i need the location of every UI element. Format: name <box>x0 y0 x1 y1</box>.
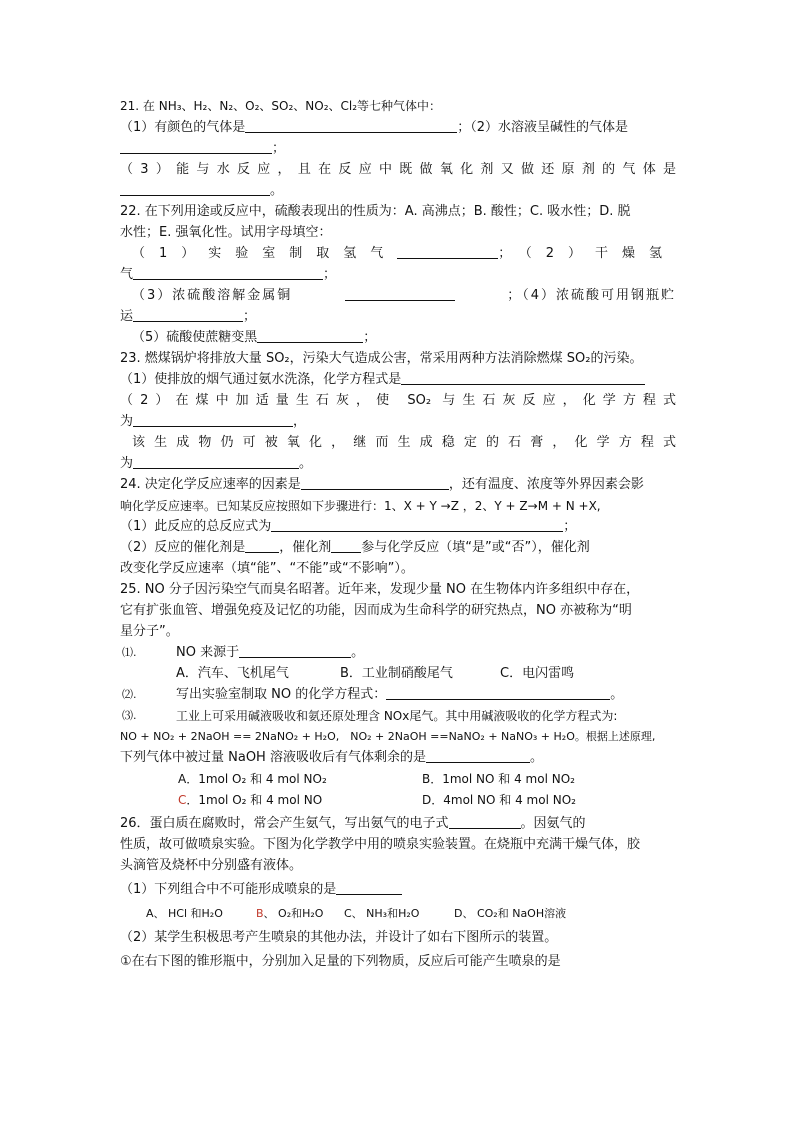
q24-stem2-text: 响化学反应速率。已知某反应按照如下步骤进行：1、X + Y →Z ，2、Y + Z→M + N +X, <box>120 499 601 513</box>
q21-semicolon: ； <box>272 141 286 156</box>
q26-option-b-letter: B <box>256 907 264 920</box>
q25-num-3 <box>122 707 152 725</box>
q23-stem-text: 23. 燃煤锅炉将排放大量 SO₂，污染大气造成公害，常采用两种方法消除燃煤 SO₂的污染。 <box>120 351 643 366</box>
q22-blank-3[interactable] <box>345 287 455 301</box>
q24-blank-1[interactable] <box>301 476 449 490</box>
q25-option-b[interactable]: B．工业制硝酸尾气 <box>340 666 453 681</box>
q25-num-1 <box>122 644 152 662</box>
q26-blank-1[interactable] <box>449 815 521 829</box>
q24-semicolon: ； <box>563 519 577 534</box>
q22-part3-label: （3）浓硫酸溶解金属铜 <box>132 288 293 303</box>
q23-blank-3[interactable] <box>133 455 299 469</box>
q23-line6 <box>120 455 676 473</box>
q22-stem-2 <box>120 224 676 242</box>
q25-equation-text: NO + NO₂ + 2NaOH == 2NaNO₂ + H₂O, NO₂ + 2NaOH ==NaNO₂ + NaNO₃ + H₂O。根据上述原理, <box>120 730 656 743</box>
q24-part1-label: （1）此反应的总反应式为 <box>120 519 272 534</box>
q25-line9 <box>120 749 676 767</box>
q25-end-3: 。 <box>529 750 543 765</box>
q26-option-b[interactable] <box>256 905 323 923</box>
q24-stem-1 <box>120 476 676 494</box>
q25-blank-1[interactable] <box>239 644 351 658</box>
q22-stem-1 <box>120 203 676 221</box>
q23-line2 <box>120 371 676 389</box>
q22-line4 <box>120 266 676 284</box>
q23-blank-1[interactable] <box>401 371 645 385</box>
q25-equation <box>120 728 676 746</box>
q25-end-2: 。 <box>610 687 624 702</box>
q22-part2-label: ；（2）干燥氢 <box>498 246 676 261</box>
q21-stem-text: 21. 在 NH₃、H₂、N₂、O₂、SO₂、NO₂、Cl₂等七种气体中： <box>120 99 442 113</box>
q25-blank-3[interactable] <box>426 749 530 763</box>
q22-blank-2[interactable] <box>133 266 323 280</box>
q26-option-c[interactable]: C、 NH₃和H₂O <box>344 907 420 920</box>
q25-end-1: 。 <box>351 645 365 660</box>
q25-stem3-text: 星分子”。 <box>120 624 179 639</box>
q21-part2-label: ；（2）水溶液呈碱性的气体是 <box>457 120 629 135</box>
q23-line4 <box>120 413 676 431</box>
q25-option-2c-letter: C <box>178 793 187 807</box>
q25-option-2c[interactable] <box>178 791 322 809</box>
q21-blank-3[interactable] <box>120 182 270 196</box>
q21-line3 <box>120 140 676 158</box>
q25-part1-label: NO 来源于 <box>176 645 240 660</box>
q25-n3-text: ⑶. <box>122 709 137 722</box>
q24-line4 <box>120 539 676 557</box>
q25-stem1-text: 25. NO 分子因污染空气而臭名昭著。近年来，发现少量 NO 在生物体内许多组织中存在， <box>120 582 640 597</box>
q23-line3 <box>120 392 676 410</box>
q24-stem-2 <box>120 497 676 515</box>
q26-blank-2[interactable] <box>336 881 402 895</box>
q25-option-2a[interactable]: A．1mol O₂ 和 4 mol NO₂ <box>178 772 327 786</box>
q26-stem-2 <box>120 836 676 854</box>
q21-blank-2[interactable] <box>120 140 272 154</box>
q26-part1-label: （1）下列组合中不可能形成喷泉的是 <box>120 882 337 897</box>
q21-part1-label: （1）有颜色的气体是 <box>120 120 246 135</box>
q26-part2-label: （2）某学生积极思考产生喷泉的其他办法，并设计了如右下图所示的装置。 <box>120 930 558 945</box>
q25-line4 <box>176 644 676 662</box>
q25-option-2d[interactable]: D．4mol NO 和 4 mol NO₂ <box>422 793 576 807</box>
q21-stem <box>120 97 676 115</box>
q24-blank-2[interactable] <box>271 518 563 532</box>
q21-end: 。 <box>270 183 284 198</box>
q25-stem-2 <box>120 602 676 620</box>
q25-n2-text: ⑵. <box>122 688 137 701</box>
q22-line6 <box>120 308 676 326</box>
q23-part3-label: 该生成物仍可被氧化，继而生成稳定的石膏，化学方程式 <box>132 435 676 450</box>
q23-blank-2[interactable] <box>133 413 293 427</box>
q25-num-2 <box>122 686 152 704</box>
q22-semicolon-2: ； <box>323 267 337 282</box>
q26-stem-3 <box>120 857 676 875</box>
q22-part5-label: （5）硫酸使蔗糖变黑 <box>132 330 258 345</box>
q24-stem1b-text: ，还有温度、浓度等外界因素会影 <box>448 477 644 492</box>
q24-part2a-label: （2）反应的催化剂是 <box>120 540 246 555</box>
q25-option-a[interactable]: A．汽车、飞机尾气 <box>176 666 289 681</box>
q22-stem2-text: 水性；E. 强氧化性。试用字母填空： <box>120 225 332 240</box>
q25-stem2-text: 它有扩张血管、增强免疫及记忆的功能，因而成为生命科学的研究热点，NO 亦被称为“明 <box>120 603 632 618</box>
q25-part3b-label: 下列气体中被过量 NaOH 溶液吸收后有气体剩余的是 <box>120 750 426 765</box>
q25-part3-label: 工业上可采用碱液吸收和氨还原处理含 NOx尾气。其中用碱液吸收的化学方程式为: <box>176 709 618 723</box>
q24-stem1a-text: 24. 决定化学反应速率的因素是 <box>120 477 301 492</box>
q25-part2-label: 写出实验室制取 NO 的化学方程式： <box>176 687 387 702</box>
q26-line4 <box>120 881 676 899</box>
q23-comma: ， <box>293 414 307 429</box>
q22-semicolon-5: ； <box>363 330 377 345</box>
q24-blank-4[interactable] <box>331 539 361 553</box>
q22-part4-cont: 运 <box>120 309 134 324</box>
q22-blank-5[interactable] <box>257 329 363 343</box>
q21-line4 <box>120 161 676 179</box>
q25-line6 <box>176 686 676 704</box>
q26-stem-1 <box>120 815 676 833</box>
q25-option-2c-text: ．1mol O₂ 和 4 mol NO <box>186 793 323 807</box>
q22-line5 <box>132 287 676 305</box>
q23-wei-2: 为 <box>120 456 134 471</box>
q22-part2-cont: 气 <box>120 267 134 282</box>
q24-line3 <box>120 518 676 536</box>
q23-part2-label: （2）在煤中加适量生石灰，使 SO₂ 与生石灰反应，化学方程式 <box>120 393 676 408</box>
q26-line6 <box>120 929 676 947</box>
q22-blank-4[interactable] <box>133 308 243 322</box>
q26-option-d[interactable]: D、 CO₂和 NaOH溶液 <box>454 907 567 920</box>
q25-stem-3 <box>120 623 676 641</box>
q23-part1-label: （1）使排放的烟气通过氨水洗涤，化学方程式是 <box>120 372 402 387</box>
q23-line5 <box>132 434 676 452</box>
q23-end: 。 <box>299 456 313 471</box>
q22-semicolon-4: ； <box>243 309 257 324</box>
q26-stem2-text: 性质，故可做喷泉实验。下图为化学教学中用的喷泉实验装置。在烧瓶中充满干燥气体，胶 <box>120 837 641 852</box>
q21-part3-label: （3）能与水反应，且在反应中既做氧化剂又做还原剂的气体是 <box>120 162 676 177</box>
q26-stem1a-text: 26．蛋白质在腐败时，常会产生氨气，写出氨气的电子式 <box>120 816 449 831</box>
q25-option-2b[interactable]: B．1mol NO 和 4 mol NO₂ <box>422 772 575 786</box>
q26-option-a[interactable]: A、 HCl 和H₂O <box>146 907 223 920</box>
q22-part4-label: ；（4）浓硫酸可用钢瓶贮 <box>507 288 676 303</box>
q22-line3 <box>132 245 676 263</box>
q21-line2 <box>120 119 676 137</box>
q24-line5 <box>120 560 676 578</box>
q25-line7 <box>176 707 676 725</box>
q24-part2c-label: 参与化学反应（填“是”或“否”），催化剂 <box>361 540 590 555</box>
q23-stem <box>120 350 676 368</box>
q22-line7 <box>132 329 688 347</box>
q25-n1-text: ⑴. <box>122 646 137 659</box>
q26-stem1b-text: 。因氨气的 <box>520 816 586 831</box>
q23-wei-1: 为 <box>120 414 134 429</box>
q21-line5 <box>120 182 676 200</box>
q26-stem3-text: 头滴管及烧杯中分别盛有液体。 <box>120 858 303 873</box>
q24-part2d-label: 改变化学反应速率（填“能”、“不能”或“不影响”）。 <box>120 561 414 576</box>
q24-blank-3[interactable] <box>245 539 279 553</box>
q25-blank-2[interactable] <box>386 686 610 700</box>
q26-option-b-text: 、 O₂和H₂O <box>263 907 324 920</box>
q25-stem-1 <box>120 581 676 599</box>
q21-blank-1[interactable] <box>245 119 457 133</box>
q22-part1-label: （1）实验室制取氢气 <box>132 246 398 261</box>
q24-part2b-label: ，催化剂 <box>279 540 332 555</box>
q25-option-c[interactable]: C．电闪雷鸣 <box>500 666 575 681</box>
q22-blank-1[interactable] <box>397 245 498 259</box>
q22-stem1-text: 22. 在下列用途或反应中，硫酸表现出的性质为：A. 高沸点；B. 酸性；C. 吸水性；D. 脱 <box>120 204 631 219</box>
q26-part3-label: ①在右下图的锥形瓶中，分别加入足量的下列物质，反应后可能产生喷泉的是 <box>120 954 561 969</box>
q26-line7 <box>120 953 676 971</box>
